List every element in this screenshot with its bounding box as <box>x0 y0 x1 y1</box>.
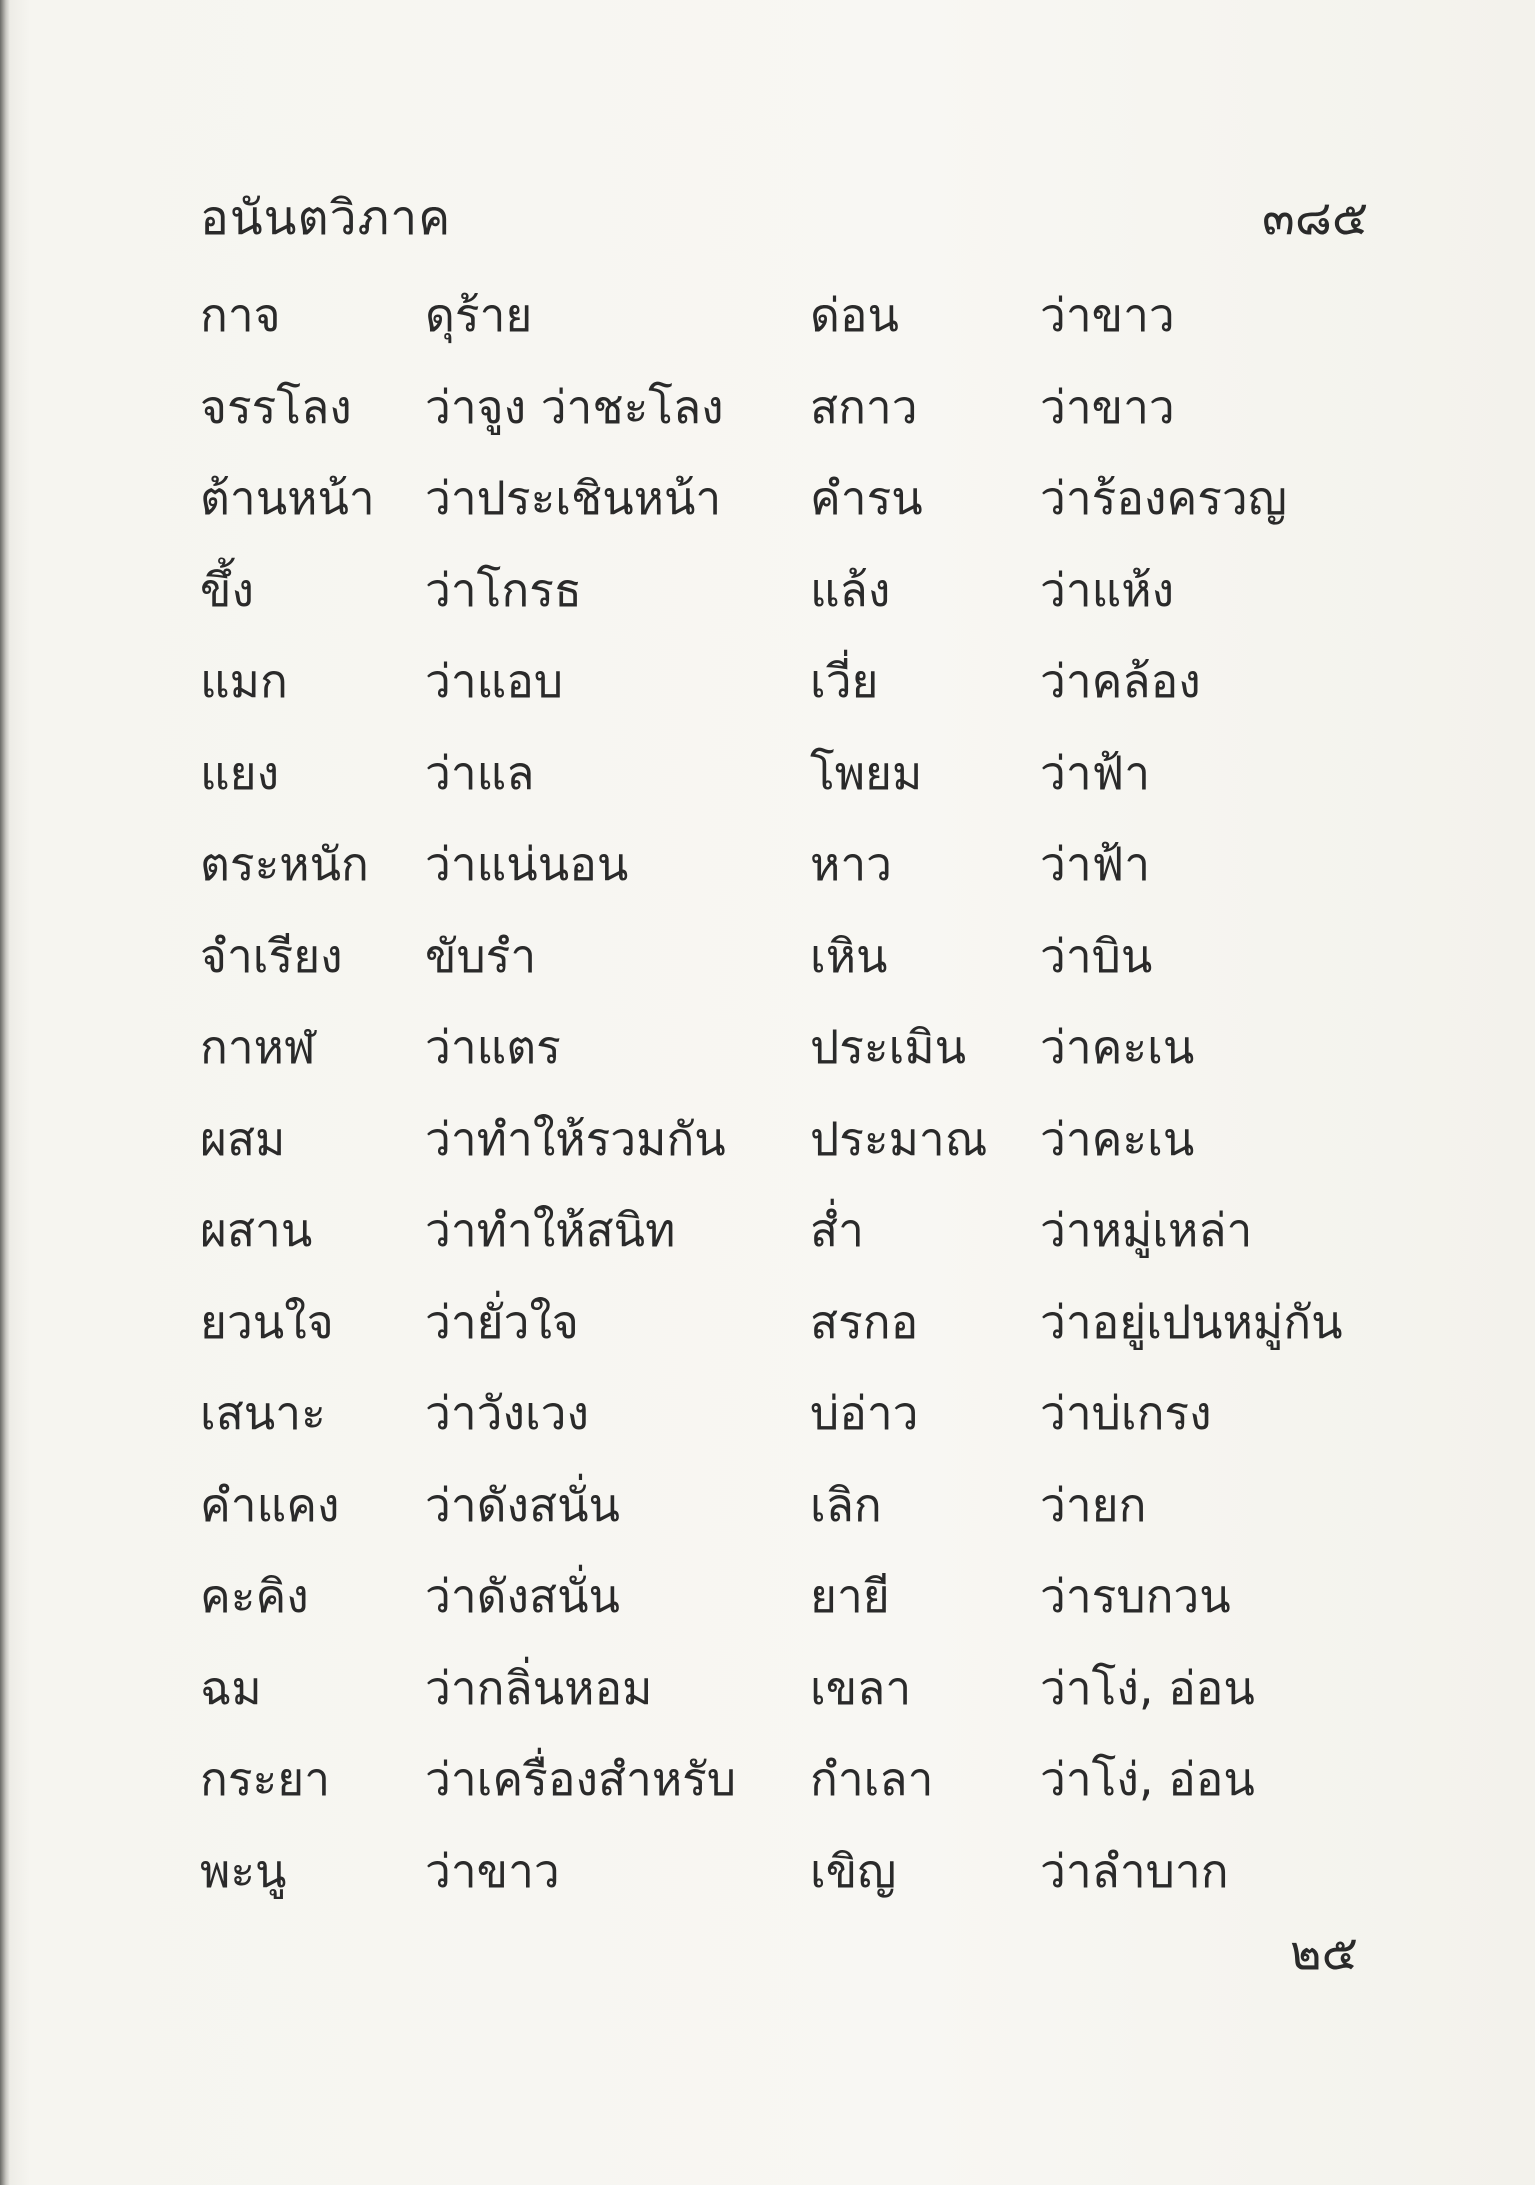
term: ผสม <box>200 1111 286 1166</box>
glossary-row <box>200 1287 1400 1379</box>
glossary-row <box>200 829 1400 921</box>
definition: ว่าคล้อง <box>1040 654 1201 708</box>
definition: ขับรำ <box>425 928 537 983</box>
glossary-row <box>200 1012 1400 1104</box>
glossary-row <box>200 1470 1400 1562</box>
term: ยายี <box>810 1569 890 1623</box>
term: เขลา <box>810 1660 912 1715</box>
signature-mark: ๒๕ <box>1290 1925 1358 1981</box>
term: บ่อ่าว <box>810 1386 919 1440</box>
definition: ว่าเครื่องสำหรับ <box>425 1752 737 1806</box>
definition: ว่ายั่วใจ <box>425 1294 579 1349</box>
term: โพยม <box>810 745 923 800</box>
term: แมก <box>200 654 288 708</box>
definition: ว่าทำให้สนิท <box>425 1203 676 1257</box>
definition: ว่าวังเวง <box>425 1386 589 1440</box>
term: ยวนใจ <box>200 1294 334 1349</box>
glossary-row <box>200 372 1400 464</box>
term: แยง <box>200 745 280 800</box>
definition: ว่าจูง ว่าชะโลง <box>425 379 724 434</box>
term: ต้านหน้า <box>200 471 375 525</box>
definition: ว่าแตร <box>425 1020 561 1074</box>
term: เหิน <box>810 928 888 983</box>
definition: ว่าหมู่เหล่า <box>1040 1203 1253 1257</box>
term: หาว <box>810 837 892 891</box>
glossary-row <box>200 463 1400 555</box>
term: แล้ง <box>810 562 891 617</box>
glossary-row <box>200 921 1400 1013</box>
definition: ว่าโกรธ <box>425 562 583 617</box>
definition: ว่าดังสนั่น <box>425 1477 620 1532</box>
definition: ว่าประเชินหน้า <box>425 471 722 525</box>
term: เลิก <box>810 1477 882 1532</box>
term: สกาว <box>810 379 918 434</box>
page-title: อนันตวิภาค <box>200 190 452 246</box>
glossary-row <box>200 1836 1400 1928</box>
definition: ว่าโง่, อ่อน <box>1040 1660 1255 1715</box>
definition: ว่าขาว <box>1040 288 1175 342</box>
term: ประมาณ <box>810 1111 988 1166</box>
glossary-row <box>200 1561 1400 1653</box>
term: ผสาน <box>200 1203 313 1257</box>
term: คะคิง <box>200 1569 309 1623</box>
definition: ว่าร้องครวญ <box>1040 471 1287 525</box>
term: จรรโลง <box>200 379 352 434</box>
binding-edge <box>0 0 10 2185</box>
definition: ว่ากลิ่นหอม <box>425 1660 653 1715</box>
glossary-row <box>200 1104 1400 1196</box>
term: เสนาะ <box>200 1386 326 1440</box>
definition: ว่าอยู่เปนหมู่กัน <box>1040 1294 1343 1349</box>
term: เวี่ย <box>810 654 879 708</box>
term: จำเรียง <box>200 928 343 983</box>
term: ประเมิน <box>810 1020 967 1074</box>
definition: ว่าทำให้รวมกัน <box>425 1111 726 1166</box>
definition: ว่ายก <box>1040 1477 1147 1532</box>
glossary-row <box>200 738 1400 830</box>
definition: ว่าคะเน <box>1040 1020 1195 1074</box>
definition: ว่าโง่, อ่อน <box>1040 1752 1255 1806</box>
term: ส่ำ <box>810 1203 864 1257</box>
definition: ดุร้าย <box>425 288 533 342</box>
definition: ว่าฟ้า <box>1040 837 1151 891</box>
term: ฉม <box>200 1660 262 1715</box>
definition: ว่าบ่เกรง <box>1040 1386 1212 1440</box>
definition: ว่าคะเน <box>1040 1111 1195 1166</box>
definition: ว่าฟ้า <box>1040 745 1151 800</box>
definition: ว่าดังสนั่น <box>425 1569 620 1623</box>
glossary-row <box>200 1653 1400 1745</box>
page-number: ๓๘๕ <box>1262 190 1369 246</box>
term: ด่อน <box>810 288 899 342</box>
term: สรกอ <box>810 1294 919 1349</box>
term: กำเลา <box>810 1752 934 1806</box>
definition: ว่าแน่นอน <box>425 837 629 891</box>
term: คำรน <box>810 471 923 525</box>
term: คำแคง <box>200 1477 340 1532</box>
definition: ว่าลำบาก <box>1040 1843 1229 1898</box>
definition: ว่าขาว <box>425 1843 560 1898</box>
term: กระยา <box>200 1752 331 1806</box>
glossary-row <box>200 1744 1400 1836</box>
glossary-row <box>200 280 1400 372</box>
term: พะนู <box>200 1843 287 1898</box>
glossary-list <box>200 280 1400 1927</box>
definition: ว่าขาว <box>1040 379 1175 434</box>
definition: ว่าบิน <box>1040 928 1153 983</box>
definition: ว่ารบกวน <box>1040 1569 1231 1623</box>
definition: ว่าแล <box>425 745 535 800</box>
term: เขิญ <box>810 1843 897 1898</box>
glossary-row <box>200 1378 1400 1470</box>
term: กาจ <box>200 288 281 342</box>
term: กาหฬ <box>200 1020 316 1074</box>
term: ตระหนัก <box>200 837 369 891</box>
glossary-row <box>200 1195 1400 1287</box>
definition: ว่าแอบ <box>425 654 564 708</box>
glossary-row <box>200 555 1400 647</box>
glossary-row <box>200 646 1400 738</box>
definition: ว่าแห้ง <box>1040 562 1175 617</box>
term: ขึ้ง <box>200 562 254 617</box>
